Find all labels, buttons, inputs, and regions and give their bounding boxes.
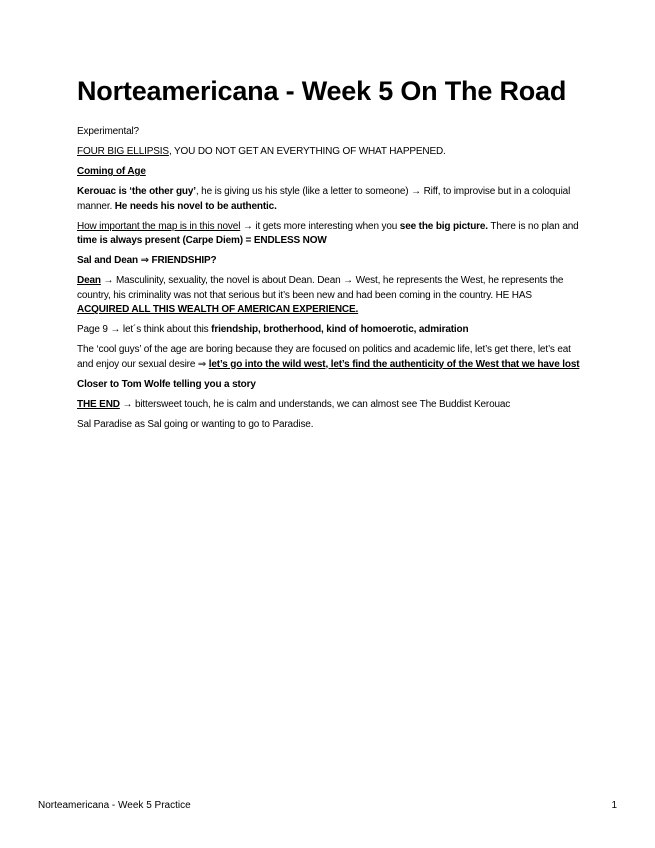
paragraph-the-end <box>77 398 582 413</box>
bold-phrase: ‘the other guy’ <box>129 186 196 197</box>
bold-phrase: friendship, brotherhood, kind of homoerotic, admiration <box>211 324 469 335</box>
paragraph-sal-paradise: Sal Paradise as Sal going or wanting to go to Paradise. <box>77 418 314 430</box>
bold-underlined-phrase: THE END <box>77 398 120 410</box>
section-heading-sal-and-dean: Sal and Dean ⇒ FRIENDSHIP? <box>77 255 217 266</box>
text-run: Page 9 → let´s think about this <box>77 324 212 335</box>
paragraph-dean <box>77 274 582 318</box>
text-run: The ‘cool guys’ of the age are boring because they are focused on politics and academic life, let’s get there, let’s eat and enjoy our sexual desire ⇒ <box>77 344 571 370</box>
page-number: 1 <box>611 800 617 811</box>
paragraph-cool-guys <box>77 343 582 372</box>
bold-phrase: time is always present (Carpe Diem) = ENDLESS NOW <box>77 235 327 246</box>
document-body <box>77 125 582 438</box>
footer-text: Norteamericana - Week 5 Practice <box>38 800 191 811</box>
text-run: , YOU DO NOT GET AN EVERYTHING OF WHAT HAPPENED. <box>168 146 446 157</box>
underlined-phrase: FOUR BIG ELLIPSIS <box>77 146 169 157</box>
paragraph-experimental: Experimental? <box>77 126 139 137</box>
paragraph-kerouac <box>77 185 582 214</box>
paragraph-ellipsis <box>77 145 582 160</box>
text-run: There is no plan and <box>487 220 579 232</box>
bold-underlined-phrase: ACQUIRED ALL THIS WEALTH OF AMERICAN EXPERIENCE. <box>77 304 359 315</box>
paragraph-map <box>77 220 582 249</box>
bold-phrase: see the big picture. <box>399 220 488 232</box>
text-run: → it gets more interesting when you <box>240 220 400 232</box>
paragraph-page-9 <box>77 323 582 338</box>
page-title: Norteamericana - Week 5 On The Road <box>77 76 567 106</box>
text-run: → Masculinity, sexuality, the novel is about Dean. Dean → West, he represents the West, he represents the country, his criminality was not that serious but it’s been new and had been coming in the country. HE HAS <box>77 275 564 301</box>
section-heading-coming-of-age: Coming of Age <box>77 166 146 177</box>
text-run: → bittersweet touch, he is calm and understands, we can almost see The Buddist Kerouac <box>119 398 511 410</box>
text-run: , he is giving us his style (like a letter to someone) → Riff, to improvise but in a coloquial manner. <box>77 186 571 212</box>
bold-phrase: He needs his novel to be authentic. <box>114 200 277 212</box>
bold-underlined-phrase: let’s go into the wild west, let’s find the authenticity of the West that we have lost <box>208 358 580 370</box>
underlined-phrase: How important the map is in this novel <box>77 220 241 232</box>
paragraph-tom-wolfe: Closer to Tom Wolfe telling you a story <box>77 378 256 390</box>
bold-phrase: Kerouac is <box>77 186 130 197</box>
bold-underlined-phrase: Dean <box>77 275 101 286</box>
